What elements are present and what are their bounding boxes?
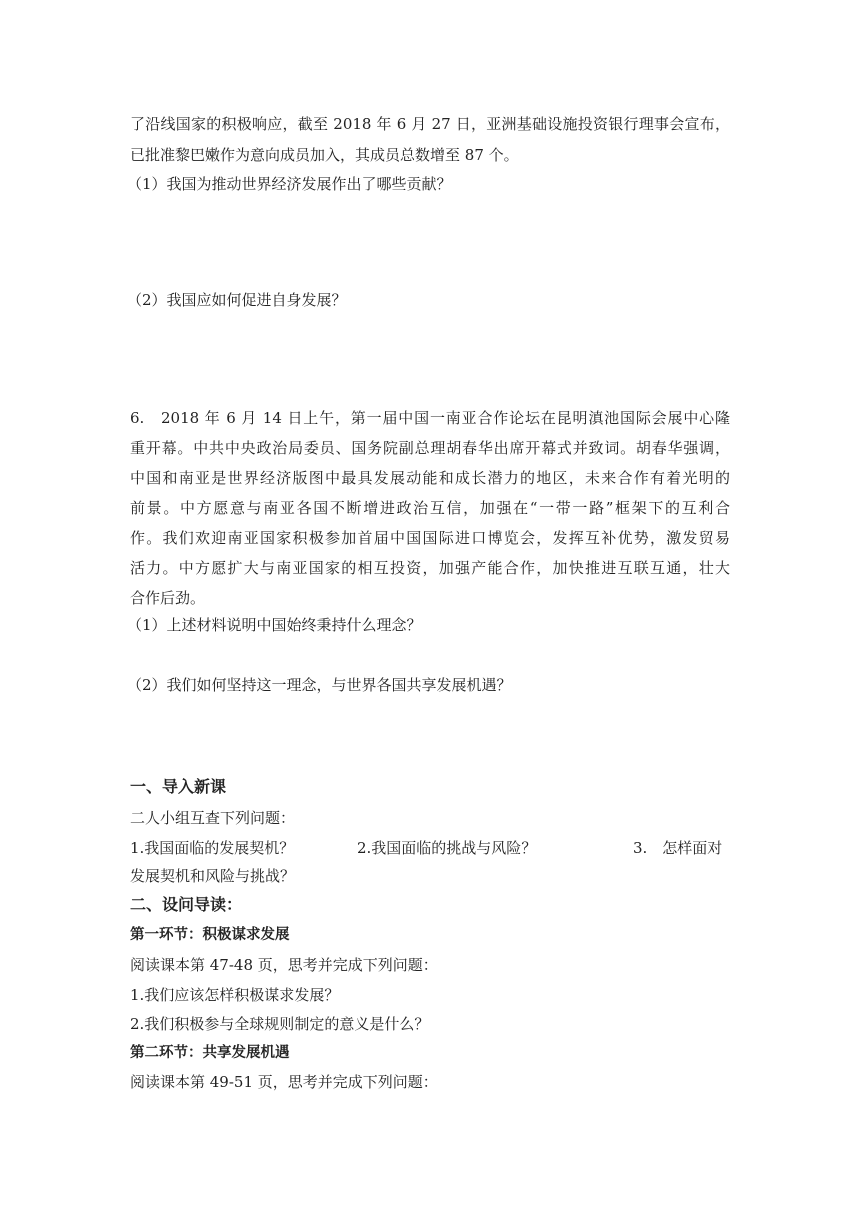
q6-material-line-7: 合作后劲。 [130,589,206,607]
section-1-heading: 一、导入新课 [130,777,227,796]
q6-material-line-2: 重开幕。中共中央政治局委员、国务院副总理胡春华出席开幕式并致词。胡春华强调， [130,439,730,457]
part-2-title: 第二环节：共享发展机遇 [130,1045,290,1061]
part-1-question-1: 1.我们应该怎样积极谋求发展？ [130,986,340,1004]
q6-material-line-5: 作。我们欢迎南亚国家积极参加首届中国国际进口博览会，发挥互补优势，激发贸易 [130,529,730,547]
q6-subquestion-1: （1）上述材料说明中国始终秉持什么理念？ [127,616,422,634]
part-1-question-2: 2.我们积极参与全球规则制定的意义是什么？ [130,1015,430,1033]
section-1-item-2: 2.我国面临的挑战与风险？ [357,839,537,857]
q5-material-line-2: 已批准黎巴嫩作为意向成员加入，其成员总数增至 87 个。 [130,146,519,164]
part-2-intro: 阅读课本第 49-51 页，思考并完成下列问题： [130,1073,438,1091]
section-1-item-3-continued: 发展契机和风险与挑战？ [130,867,296,885]
q6-material-line-4: 前景。中方愿意与南亚各国不断增进政治互信，加强在“一带一路”框架下的互利合 [130,499,730,517]
q6-material-line-6: 活力。中方愿扩大与南亚国家的相互投资，加强产能合作，加快推进互联互通，壮大 [130,559,730,577]
q6-material-line-3: 中国和南亚是世界经济版图中最具发展动能和成长潜力的地区，未来合作有着光明的 [130,469,730,487]
section-1-intro: 二人小组互查下列问题： [130,809,296,827]
section-1-item-3: 3. 怎样面对 [633,839,723,857]
section-1-item-1: 1.我国面临的发展契机？ [130,839,295,857]
q5-subquestion-2: （2）我国应如何促进自身发展？ [127,291,347,309]
section-2-heading: 二、设问导读： [130,895,243,914]
part-1-title: 第一环节：积极谋求发展 [130,927,290,943]
q5-subquestion-1: （1）我国为推动世界经济发展作出了哪些贡献？ [127,175,452,193]
part-1-intro: 阅读课本第 47-48 页，思考并完成下列问题： [130,956,438,974]
q5-material-line-1: 了沿线国家的积极响应，截至 2018 年 6 月 27 日，亚洲基础设施投资银行理事会宣布， [130,115,730,133]
q6-subquestion-2: （2）我们如何坚持这一理念，与世界各国共享发展机遇？ [127,676,512,694]
q6-material-line-1: 6. 2018 年 6 月 14 日上午，第一届中国一南亚合作论坛在昆明滇池国际会展中心隆 [130,409,730,427]
